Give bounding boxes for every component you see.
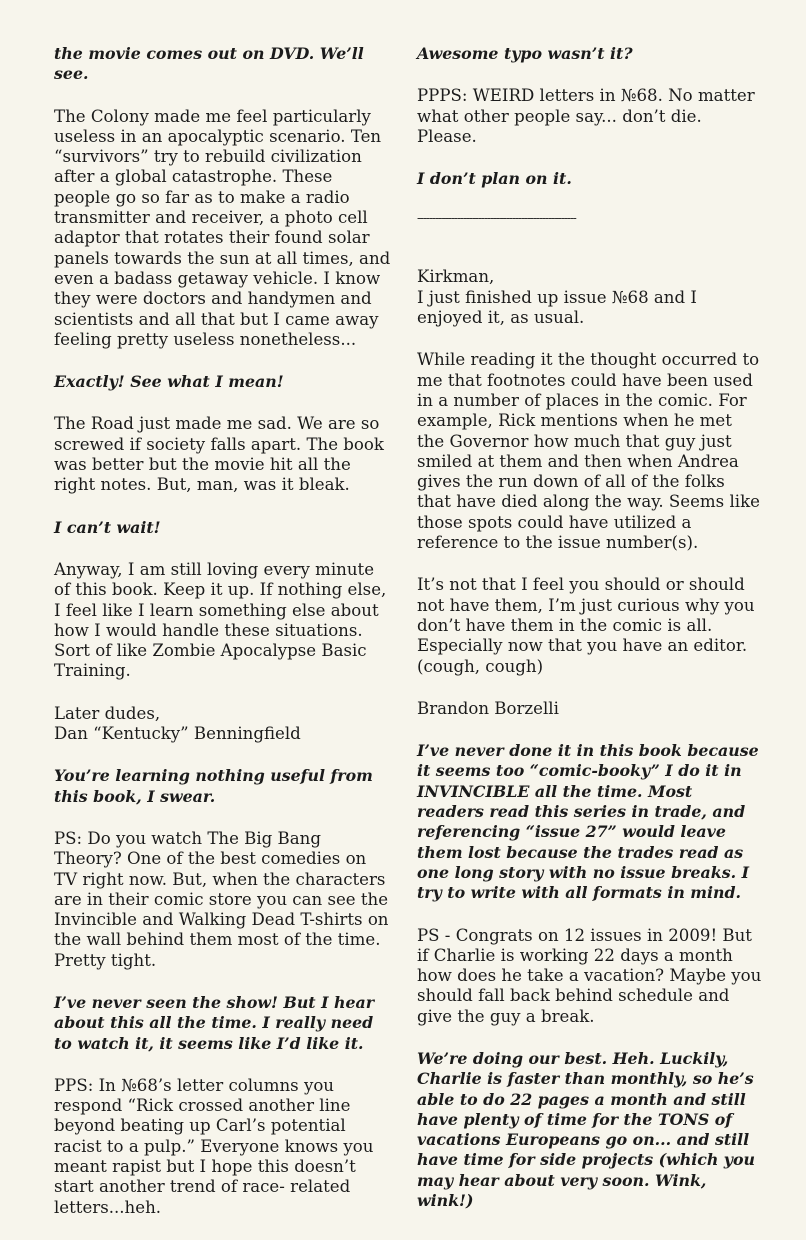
letter-paragraph: PPS: In №68’s letter columns you respond “Rick crossed another line beyond beating up Carl’s potential racist to a pulp.” Everyone knows you meant rapist but I hope this doesn’t start another trend of race- related letters...heh. bbox=[54, 1075, 374, 1217]
letter-paragraph: The Colony made me feel particularly useless in an apocalyptic scenario. Ten “survivors” try to rebuild civilization after a global catastrophe. These people go so far as to make a radio transmitter and receiver, a photo cell adaptor that rotates their found solar panels towards the sun at all times, and even a badass getaway vehicle. I know they were doctors and handymen and scientists and all that but I came away feeling pretty useless nonetheless... bbox=[54, 106, 391, 349]
reply-text: Awesome typo wasn’t it? bbox=[417, 44, 633, 63]
letter-paragraph: PS - Congrats on 12 issues in 2009! But if Charlie is working 22 days a month how does he take a vacation? Maybe you should fall back behind schedule and give the guy a break. bbox=[417, 925, 762, 1026]
reply-text: I can’t wait! bbox=[54, 517, 161, 537]
section-divider: ---------------------------------------------------- bbox=[417, 211, 576, 226]
letter-signature: Brandon Borzelli bbox=[417, 698, 559, 718]
letter-paragraph: PS: Do you watch The Big Bang Theory? One of the best comedies on TV right now. But, when the characters are in their comic store you can see the Invincible and Walking Dead T-shirts on the wall behind them most of the time. Pretty tight. bbox=[54, 828, 389, 970]
reply-text: the movie comes out on DVD. We’ll see. bbox=[54, 44, 364, 84]
reply-text: I’ve never seen the show! But I hear about this all the time. I really need to watch it, it seems like I’d like it. bbox=[54, 992, 375, 1053]
letter-paragraph: The Road just made me sad. We are so screwed if society falls apart. The book was better but the movie hit all the right notes. But, man, was it bleak. bbox=[54, 414, 384, 495]
right-column bbox=[417, 44, 762, 1233]
reply-text: I’ve never done it in this book because it seems too “comic-booky” I do it in INVINCIBLE all the time. Most readers read this series in trade, and referencing “issue 27” would leave them lost because the trades read as one long story with no issue breaks. I try to write with all formats in mind. bbox=[417, 741, 759, 903]
letter-paragraph: While reading it the thought occurred to me that footnotes could have been used in a number of places in the comic. For example, Rick mentions when he met the Governor how much that guy just smiled at them and then when Andrea gives the run down of all of the folks that have died along the way. Seems like those spots could have utilized a reference to the issue number(s). bbox=[417, 350, 760, 553]
reply-text: We’re doing our best. Heh. Luckily, Charlie is faster than monthly, so he’s able to do 22 pages a month and still have plenty of time for the TONS of vacations Europeans go on... and still have time for side projects (which you may hear about very soon. Wink, wink!) bbox=[417, 1048, 755, 1211]
reply-text: I don’t plan on it. bbox=[417, 169, 572, 189]
letter-paragraph: PPPS: WEIRD letters in №68. No matter what other people say... don’t die. Please. bbox=[417, 86, 755, 146]
letter-paragraph: It’s not that I feel you should or should not have them, I’m just curious why you don’t have them in the comic is all. Especially now that you have an editor. (cough, cough) bbox=[417, 575, 755, 676]
left-column bbox=[54, 44, 392, 1240]
reply-text: You’re learning nothing useful from this book, I swear. bbox=[54, 766, 373, 806]
letter-salutation: Kirkman, bbox=[417, 267, 495, 287]
letter-paragraph: Anyway, I am still loving every minute of this book. Keep it up. If nothing else, I feel like I learn something else about how I would handle these situations. Sort of like Zombie Apocalypse Basic Training. bbox=[54, 559, 387, 681]
reply-text: Exactly! See what I mean! bbox=[54, 372, 284, 392]
letter-signoff: Later dudes, bbox=[54, 703, 161, 723]
letter-paragraph: I just finished up issue №68 and I enjoyed it, as usual. bbox=[417, 287, 697, 328]
letter-signature: Dan “Kentucky” Benningfield bbox=[54, 724, 301, 744]
